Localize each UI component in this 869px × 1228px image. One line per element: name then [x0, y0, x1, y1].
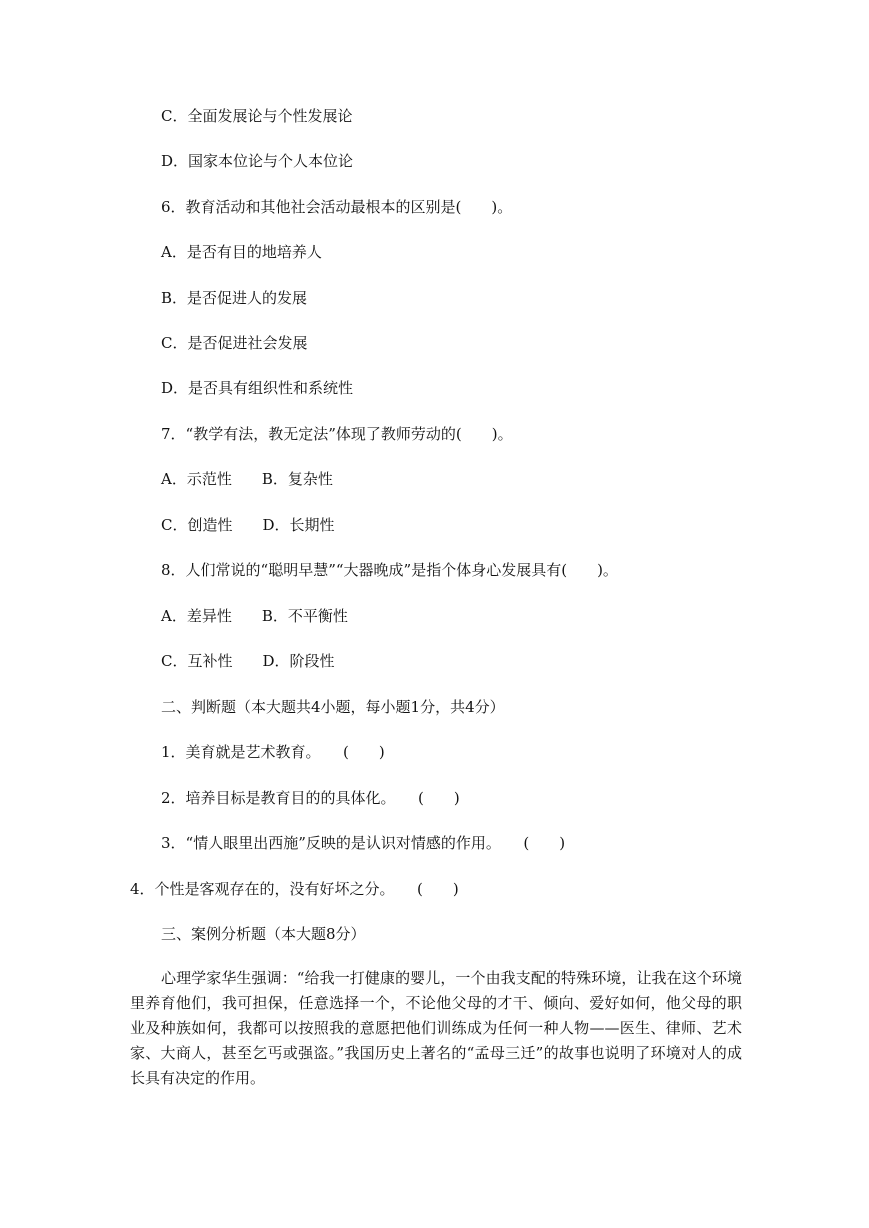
options-8cd: C．互补性 D．阶段性 [161, 652, 335, 670]
option-5c: C．全面发展论与个性发展论 [161, 107, 353, 125]
option-6b: B．是否促进人的发展 [161, 289, 308, 307]
option-6d: D．是否具有组织性和系统性 [161, 379, 354, 397]
question-6: 6．教育活动和其他社会活动最根本的区别是( )。 [161, 198, 513, 216]
option-6c: C．是否促进社会发展 [161, 334, 308, 352]
question-7: 7．“教学有法，教无定法”体现了教师劳动的( )。 [161, 425, 513, 443]
options-7ab: A．示范性 B．复杂性 [161, 470, 333, 488]
judgment-4: 4．个性是客观存在的，没有好坏之分。 ( ) [130, 880, 459, 898]
judgment-3: 3．“情人眼里出西施”反映的是认识对情感的作用。 ( ) [161, 834, 566, 852]
options-7cd: C．创造性 D．长期性 [161, 516, 335, 534]
option-5d: D．国家本位论与个人本位论 [161, 152, 354, 170]
option-6a: A．是否有目的地培养人 [161, 243, 322, 261]
judgment-1: 1．美育就是艺术教育。 ( ) [161, 743, 385, 761]
case-paragraph: 心理学家华生强调：“给我一打健康的婴儿，一个由我支配的特殊环境，让我在这个环境里养育他们，我可担保，任意选择一个，不论他父母的才干、倾向、爱好如何，他父母的职业及种族如何，我都可以按照我的意愿把他们训练成为任何一种人物——医生、律师、艺术家、大商人，甚至乞丐或强盗。”我国历史上著名的“孟母三迁”的故事也说明了环境对人的成长具有决定的作用。 [130, 969, 742, 1087]
question-8: 8．人们常说的“聪明早慧”“大器晚成”是指个体身心发展具有( )。 [161, 561, 618, 579]
options-8ab: A．差异性 B．不平衡性 [161, 607, 348, 625]
section-2-heading: 二、判断题（本大题共4小题，每小题1分，共4分） [161, 698, 505, 716]
judgment-2: 2．培养目标是教育目的的具体化。 ( ) [161, 789, 460, 807]
section-3-heading: 三、案例分析题（本大题8分） [161, 925, 366, 943]
